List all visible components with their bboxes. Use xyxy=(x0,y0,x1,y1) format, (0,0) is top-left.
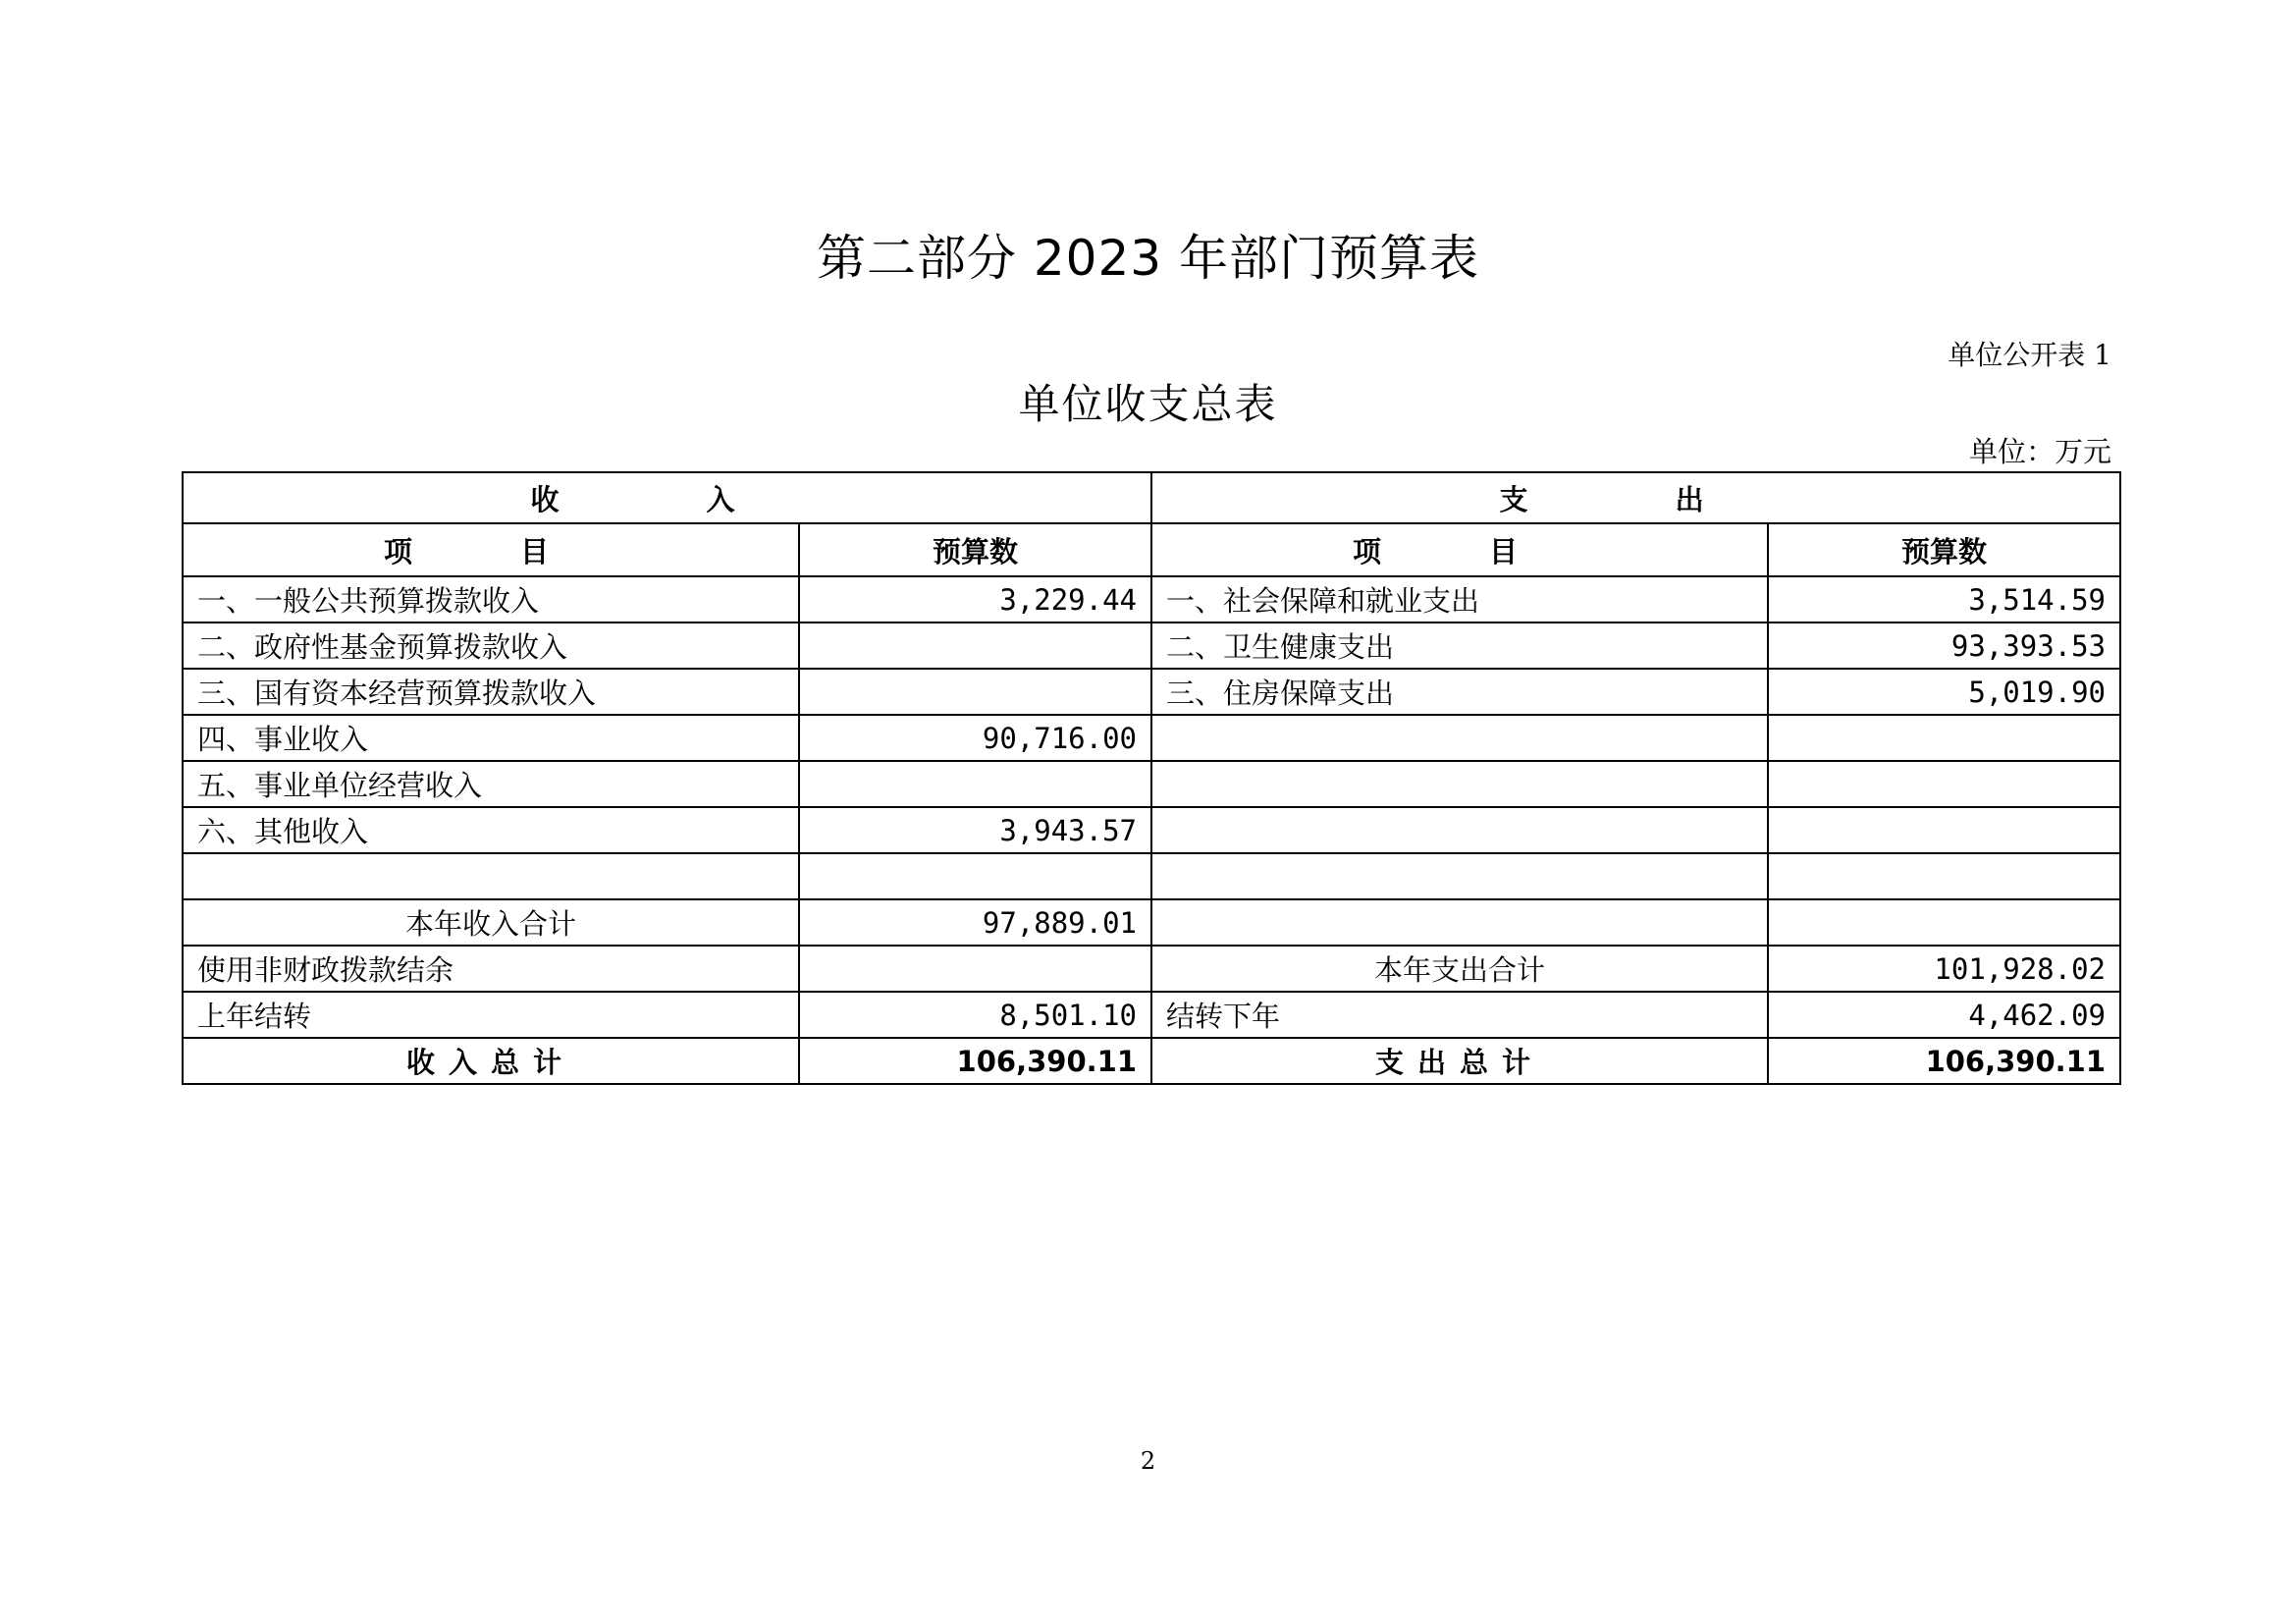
income-amount xyxy=(799,946,1151,992)
table-row xyxy=(183,853,2120,899)
expense-item xyxy=(1151,715,1768,761)
page-number: 2 xyxy=(1140,1447,1156,1475)
table-row xyxy=(183,576,2120,623)
expense-subtotal-label: 本年支出合计 xyxy=(1151,946,1768,992)
income-item-header: 项 目 xyxy=(183,523,799,576)
income-amount: 3,229.44 xyxy=(799,576,1151,623)
expense-total-label: 支出总计 xyxy=(1151,1038,1768,1084)
income-item xyxy=(183,853,799,899)
income-item: 使用非财政拨款结余 xyxy=(183,946,799,992)
expense-total-amount: 106,390.11 xyxy=(1768,1038,2120,1084)
income-subtotal-label: 本年收入合计 xyxy=(183,899,799,946)
expense-group-header: 支 出 xyxy=(1151,472,2120,523)
income-amount: 8,501.10 xyxy=(799,992,1151,1038)
income-amount xyxy=(799,623,1151,669)
expense-amount xyxy=(1768,761,2120,807)
table-row xyxy=(183,992,2120,1038)
table-row xyxy=(183,669,2120,715)
expense-amount xyxy=(1768,899,2120,946)
expense-item xyxy=(1151,807,1768,853)
page-title: 第二部分 2023 年部门预算表 xyxy=(816,230,1480,287)
income-subtotal-amount: 97,889.01 xyxy=(799,899,1151,946)
income-amount: 90,716.00 xyxy=(799,715,1151,761)
expense-item: 三、住房保障支出 xyxy=(1151,669,1768,715)
expense-item: 一、社会保障和就业支出 xyxy=(1151,576,1768,623)
table-row xyxy=(183,715,2120,761)
income-item: 一、一般公共预算拨款收入 xyxy=(183,576,799,623)
expense-amount: 4,462.09 xyxy=(1768,992,2120,1038)
table-title: 单位收支总表 xyxy=(1018,380,1278,428)
grand-total-row xyxy=(183,1038,2120,1084)
table-row xyxy=(183,623,2120,669)
expense-amount: 5,019.90 xyxy=(1768,669,2120,715)
income-amount xyxy=(799,853,1151,899)
income-amount xyxy=(799,669,1151,715)
expense-item: 结转下年 xyxy=(1151,992,1768,1038)
income-amount: 3,943.57 xyxy=(799,807,1151,853)
unit-label: 单位：万元 xyxy=(1968,435,2111,468)
income-item: 五、事业单位经营收入 xyxy=(183,761,799,807)
expense-item xyxy=(1151,899,1768,946)
income-item: 六、其他收入 xyxy=(183,807,799,853)
expense-item xyxy=(1151,853,1768,899)
table-row xyxy=(183,761,2120,807)
expense-subtotal-amount: 101,928.02 xyxy=(1768,946,2120,992)
expense-item: 二、卫生健康支出 xyxy=(1151,623,1768,669)
expense-amount xyxy=(1768,853,2120,899)
expense-budget-header: 预算数 xyxy=(1768,523,2120,576)
table-row xyxy=(183,899,2120,946)
income-total-label: 收入总计 xyxy=(183,1038,799,1084)
income-budget-header: 预算数 xyxy=(799,523,1151,576)
income-expense-table xyxy=(182,471,2121,1085)
income-amount xyxy=(799,761,1151,807)
income-item: 四、事业收入 xyxy=(183,715,799,761)
income-item: 二、政府性基金预算拨款收入 xyxy=(183,623,799,669)
column-header-row xyxy=(183,523,2120,576)
table-row xyxy=(183,946,2120,992)
expense-item-header: 项 目 xyxy=(1151,523,1768,576)
expense-amount: 93,393.53 xyxy=(1768,623,2120,669)
expense-amount xyxy=(1768,715,2120,761)
expense-amount xyxy=(1768,807,2120,853)
income-total-amount: 106,390.11 xyxy=(799,1038,1151,1084)
table-row xyxy=(183,807,2120,853)
income-item: 上年结转 xyxy=(183,992,799,1038)
expense-item xyxy=(1151,761,1768,807)
group-header-row xyxy=(183,472,2120,523)
expense-amount: 3,514.59 xyxy=(1768,576,2120,623)
income-item: 三、国有资本经营预算拨款收入 xyxy=(183,669,799,715)
form-number: 单位公开表 1 xyxy=(1948,339,2111,371)
income-group-header: 收 入 xyxy=(183,472,1151,523)
